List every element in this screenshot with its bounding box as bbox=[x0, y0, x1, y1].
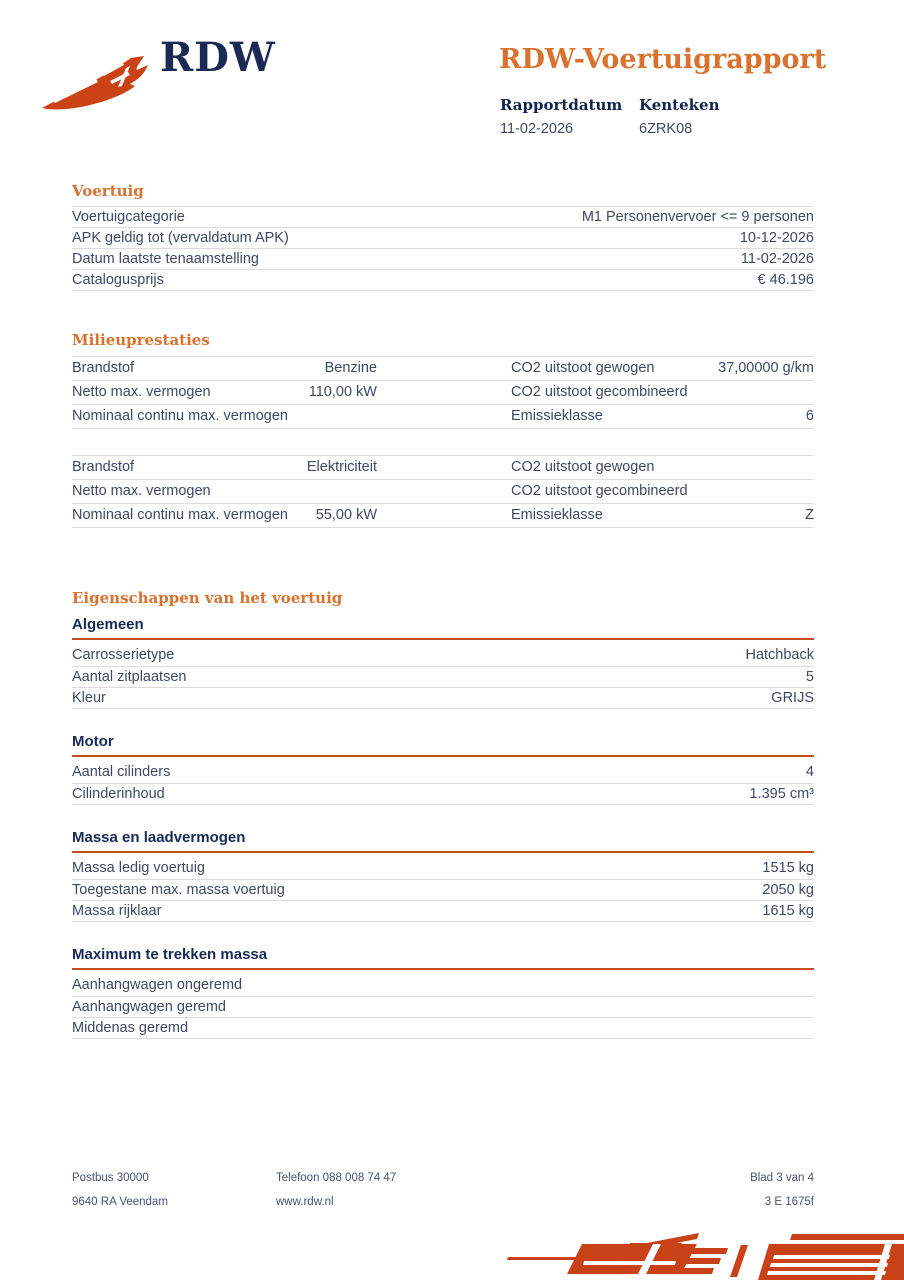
subsection-massa bbox=[72, 829, 814, 922]
section-title: Eigenschappen van het voertuig bbox=[72, 589, 343, 607]
footer-website: www.rdw.nl bbox=[276, 1196, 334, 1208]
footer-phone: Telefoon 088 008 74 47 bbox=[276, 1172, 397, 1184]
license-plate-value: 6ZRK08 bbox=[639, 121, 693, 137]
row-label: Emissieklasse bbox=[511, 507, 603, 523]
table-row bbox=[72, 667, 814, 688]
milieu-table-elektriciteit bbox=[72, 455, 814, 528]
subsection-motor bbox=[72, 733, 814, 805]
row-label: Netto max. vermogen bbox=[72, 483, 211, 499]
section-title: Milieuprestaties bbox=[72, 331, 210, 349]
rdw-stripes-graphic-icon bbox=[490, 1228, 904, 1280]
footer-address bbox=[72, 1172, 168, 1208]
row-value: GRIJS bbox=[771, 690, 814, 706]
footer-page-number: Blad 3 van 4 bbox=[750, 1172, 814, 1184]
voertuig-table bbox=[72, 206, 814, 291]
row-label: Aanhangwagen ongeremd bbox=[72, 977, 243, 993]
row-value: 2050 kg bbox=[762, 882, 814, 898]
footer-city: 9640 RA Veendam bbox=[72, 1196, 168, 1208]
table-row bbox=[72, 270, 814, 291]
row-value: Z bbox=[805, 507, 814, 523]
table-row bbox=[72, 645, 814, 667]
page-title: RDW-Voertuigrapport bbox=[499, 44, 827, 75]
table-row bbox=[72, 228, 814, 249]
massa-table bbox=[72, 853, 814, 922]
rdw-logo-text: RDW bbox=[160, 34, 276, 81]
row-label: Carrosserietype bbox=[72, 647, 175, 663]
report-date-value: 11-02-2026 bbox=[500, 121, 574, 137]
subsection-title: Algemeen bbox=[72, 616, 144, 633]
row-label: Middenas geremd bbox=[72, 1020, 189, 1036]
table-row bbox=[72, 249, 814, 270]
row-value: 1.395 cm³ bbox=[749, 786, 814, 802]
row-label: Kleur bbox=[72, 690, 106, 706]
row-value: 11-02-2026 bbox=[740, 251, 814, 267]
trekken-massa-table bbox=[72, 970, 814, 1039]
row-value: 4 bbox=[805, 764, 814, 780]
row-label: Brandstof bbox=[72, 360, 135, 376]
table-row bbox=[72, 381, 814, 405]
row-value: Benzine bbox=[324, 360, 377, 376]
footer-contact bbox=[276, 1172, 396, 1208]
row-value: 110,00 kW bbox=[308, 384, 377, 400]
row-value: 1515 kg bbox=[762, 860, 814, 876]
row-label: Aantal zitplaatsen bbox=[72, 669, 187, 685]
row-label: Voertuigcategorie bbox=[72, 209, 185, 225]
footer-postbus: Postbus 30000 bbox=[72, 1172, 149, 1184]
row-label: CO2 uitstoot gecombineerd bbox=[511, 384, 688, 400]
row-label: Nominaal continu max. vermogen bbox=[72, 507, 288, 523]
row-value: M1 Personenvervoer <= 9 personen bbox=[581, 209, 814, 225]
row-value: 10-12-2026 bbox=[739, 230, 814, 246]
row-label: Nominaal continu max. vermogen bbox=[72, 408, 288, 424]
row-value: Elektriciteit bbox=[306, 459, 377, 475]
row-value: 5 bbox=[805, 669, 814, 685]
table-row bbox=[72, 405, 814, 429]
row-value: 6 bbox=[805, 408, 814, 424]
table-row bbox=[72, 784, 814, 805]
table-row bbox=[72, 880, 814, 901]
section-voertuig bbox=[72, 181, 814, 291]
row-label: CO2 uitstoot gecombineerd bbox=[511, 483, 688, 499]
section-title: Voertuig bbox=[72, 182, 144, 200]
row-label: Aanhangwagen geremd bbox=[72, 999, 226, 1015]
row-label: APK geldig tot (vervaldatum APK) bbox=[72, 230, 289, 246]
row-label: Massa rijklaar bbox=[72, 903, 162, 919]
row-value: 55,00 kW bbox=[315, 507, 377, 523]
algemeen-table bbox=[72, 640, 814, 709]
table-row bbox=[72, 762, 814, 784]
table-row bbox=[72, 207, 814, 228]
row-label: Catalogusprijs bbox=[72, 272, 164, 288]
row-value: 1615 kg bbox=[762, 903, 814, 919]
subsection-title: Motor bbox=[72, 733, 114, 750]
row-value: € 46.196 bbox=[757, 272, 814, 288]
table-row bbox=[72, 901, 814, 922]
license-plate-label: Kenteken bbox=[639, 96, 720, 114]
row-label: Aantal cilinders bbox=[72, 764, 171, 780]
row-value bbox=[287, 405, 377, 428]
row-label: Datum laatste tenaamstelling bbox=[72, 251, 259, 267]
table-row bbox=[72, 357, 814, 381]
section-milieuprestaties bbox=[72, 330, 814, 528]
row-label: CO2 uitstoot gewogen bbox=[511, 360, 655, 376]
section-eigenschappen bbox=[72, 588, 814, 1039]
subsection-algemeen bbox=[72, 616, 814, 709]
footer-form-code: 3 E 1675f bbox=[764, 1196, 814, 1208]
license-plate-block bbox=[639, 96, 719, 137]
motor-table bbox=[72, 757, 814, 805]
row-label: Toegestane max. massa voertuig bbox=[72, 882, 285, 898]
row-label: Massa ledig voertuig bbox=[72, 860, 205, 876]
table-row bbox=[72, 688, 814, 709]
table-row bbox=[72, 858, 814, 880]
footer-page-info bbox=[750, 1172, 814, 1208]
subsection-title: Massa en laadvermogen bbox=[72, 829, 246, 846]
subsection-title: Maximum te trekken massa bbox=[72, 946, 268, 963]
table-row bbox=[72, 997, 814, 1018]
row-value bbox=[287, 480, 377, 503]
report-date-label: Rapportdatum bbox=[500, 96, 623, 114]
row-label: CO2 uitstoot gewogen bbox=[511, 459, 655, 475]
table-row bbox=[72, 1018, 814, 1039]
row-label: Brandstof bbox=[72, 459, 135, 475]
milieu-table-benzine bbox=[72, 356, 814, 429]
row-value: Hatchback bbox=[745, 647, 814, 663]
table-row bbox=[72, 504, 814, 528]
row-label: Netto max. vermogen bbox=[72, 384, 211, 400]
row-label: Emissieklasse bbox=[511, 408, 603, 424]
report-date-block bbox=[500, 96, 622, 137]
subsection-trekken-massa bbox=[72, 946, 814, 1039]
table-row bbox=[72, 480, 814, 504]
table-row bbox=[72, 975, 814, 997]
row-label: Cilinderinhoud bbox=[72, 786, 165, 802]
row-value: 37,00000 g/km bbox=[718, 360, 814, 376]
table-row bbox=[72, 456, 814, 480]
rdw-feather-icon bbox=[38, 50, 154, 120]
